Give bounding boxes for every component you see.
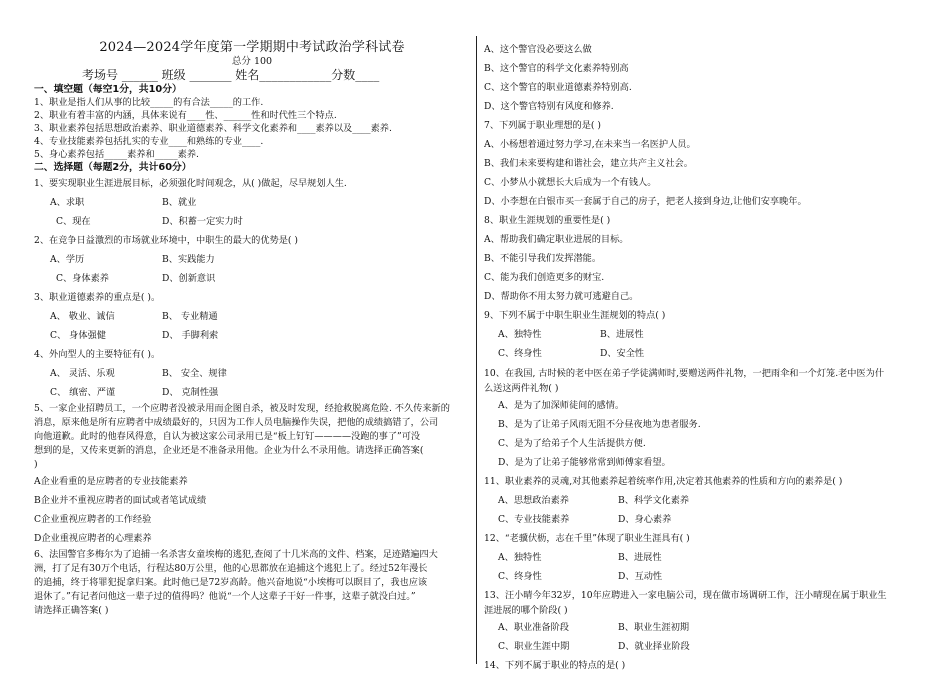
- option: D、 手脚利索: [162, 330, 219, 341]
- option-row: [34, 212, 470, 231]
- option: C、身体素养: [56, 273, 109, 284]
- option: C、终身性: [498, 348, 542, 359]
- option: D、这个警官特别有风度和修养.: [484, 101, 614, 112]
- option: A、 敬业、诚信: [50, 311, 115, 322]
- question-text: 的追捕，终于将罪犯捉拿归案。此时他已是72岁高龄。他兴奋地说“小埃梅可以瞑目了，我也应该: [34, 577, 428, 588]
- question-text: 么送这两件礼物( ): [484, 383, 559, 394]
- option: B、职业生涯初期: [618, 622, 690, 633]
- fill-item: 1、职业是指人们从事的比较_____的有合法_____的工作.: [34, 97, 264, 108]
- question-text: 12、“老骥伏枥，志在千里”体现了职业生涯具有( ): [484, 533, 690, 544]
- option-row: [34, 383, 470, 402]
- option: D、帮助你不用太努力就可逃避自己。: [484, 291, 639, 302]
- option: D、小李想在白银市买一套属于自己的房子，把老人接到身边,让他们安享晚年。: [484, 196, 807, 207]
- fill-item: 2、职业有着丰富的内涵，具体来说有____性、______性和时代性三个特点.: [34, 110, 337, 121]
- option: D、互动性: [618, 571, 663, 582]
- question-text: 向他道歉。此时的他春风得意，自认为被这家公司录用已是“板上钉钉————没跑的事了”可没: [34, 431, 421, 442]
- option: C、终身性: [498, 571, 542, 582]
- option-row: [34, 269, 470, 288]
- option: C、是为了给弟子个人生活提供方便.: [498, 438, 646, 449]
- fill-item: 5、身心素养包括_____素养和_____素养.: [34, 149, 199, 160]
- question-text: 6、法国警官多梅尔为了追捕一名杀害女童埃梅的逃犯,查阅了十几米高的文件、档案，足迹踏遍四大: [34, 549, 438, 560]
- option: B、进展性: [618, 552, 662, 563]
- option: C、职业生涯中期: [498, 641, 570, 652]
- column-divider: [476, 36, 477, 664]
- option: C、小梦从小就想长大后成为一个有钱人。: [484, 177, 657, 188]
- option-row: [484, 637, 920, 656]
- option-row: [484, 510, 920, 529]
- question-text: 2、在竞争日益激烈的市场就业环境中，中职生的最大的优势是( ): [34, 235, 298, 246]
- option: C、专业技能素养: [498, 514, 570, 525]
- question-text: 消息，原来他是所有应聘者中成绩最好的，只因为工作人员电脑操作失误，把他的成绩搞错了，公司: [34, 417, 439, 428]
- total-score: 总分 100: [231, 56, 273, 67]
- option: C、 缜密、严谨: [50, 387, 116, 398]
- question-text: 3、职业道德素养的重点是( )。: [34, 292, 161, 303]
- option: C、 身体强健: [50, 330, 106, 341]
- section-choice-heading: 二、选择题（每题2分，共计60分）: [34, 162, 192, 173]
- left-column: [34, 40, 470, 618]
- exam-title: 2024—2024学年度第一学期期中考试政治学科试卷: [99, 40, 405, 55]
- question-text: 想到的是，又传来更新的消息，企业还是不准备录用他。企业为什么不录用他。请选择正确答案(: [34, 445, 424, 456]
- option: D企业重视应聘者的心理素养: [34, 533, 152, 544]
- option-row: [484, 491, 920, 510]
- option: B、 安全、规律: [162, 368, 227, 379]
- question-text: 13、汪小晴今年32岁，10年应聘进入一家电脑公司，现在做市场调研工作，汪小晴现在属于职业生: [484, 590, 887, 601]
- question-text: ): [34, 459, 38, 470]
- option: C、现在: [56, 216, 91, 227]
- option: A、求职: [50, 197, 85, 208]
- option: D、创新意识: [162, 273, 216, 284]
- option-row: [484, 548, 920, 567]
- option: D、安全性: [600, 348, 645, 359]
- option: B、就业: [162, 197, 197, 208]
- question-text: 退休了。”有记者问他这一辈子过的值得吗？他说“一个人这辈子干好一件事，这辈子就没白过。”: [34, 591, 416, 602]
- question-text: 11、职业素养的灵魂,对其他素养起着统率作用,决定着其他素养的性质和方向的素养是( ): [484, 476, 843, 487]
- fill-item: 3、职业素养包括思想政治素养、职业道德素养、科学文化素养和____素养以及____素养.: [34, 123, 392, 134]
- option: B、是为了让弟子风雨无阻不分昼夜地为患者服务.: [498, 419, 701, 430]
- option: D、积蓄一定实力时: [162, 216, 243, 227]
- question-text: 7、下列属于职业理想的是( ): [484, 120, 601, 131]
- option-row: [34, 326, 470, 345]
- option: B、不能引导我们发挥潜能。: [484, 253, 602, 264]
- option: D、身心素养: [618, 514, 672, 525]
- option: B、进展性: [600, 329, 644, 340]
- student-info-line: 考场号 ______ 班级 _______ 姓名____________分数____: [82, 68, 380, 82]
- option: B、 专业精通: [162, 311, 218, 322]
- option: C、这个警官的职业道德素养特别高.: [484, 82, 632, 93]
- question-text: 5、一家企业招聘员工，一个应聘者没被录用而企图自杀，被及时发现，经抢救脱离危险. 不久传来新的: [34, 403, 450, 414]
- option-row: [484, 618, 920, 637]
- question-text: 洲，打了足有30万个电话，行程达80万公里，他的心思都放在追捕这个逃犯上了。经过52年漫长: [34, 563, 428, 574]
- option: A、独特性: [498, 329, 542, 340]
- section-fill-heading: 一、填空题（每空1分，共10分）: [34, 84, 182, 95]
- option: A、是为了加深师徒间的感情。: [498, 400, 625, 411]
- option: B、这个警官的科学文化素养特别高: [484, 63, 629, 74]
- option: A、学历: [50, 254, 85, 265]
- option: B、实践能力: [162, 254, 215, 265]
- question-text: 1、要实现职业生涯进展目标，必须强化时间观念，从( )做起，尽早规划人生.: [34, 178, 347, 189]
- option: A、帮助我们确定职业进展的目标。: [484, 234, 629, 245]
- option-row: [34, 193, 470, 212]
- question-text: 14、下列不属于职业的特点的是( ): [484, 660, 626, 671]
- option-row: [34, 250, 470, 269]
- option: A、独特性: [498, 552, 542, 563]
- option: B、科学文化素养: [618, 495, 690, 506]
- option: D、是为了让弟子能够常常到师傅家看望。: [498, 457, 671, 468]
- option-row: [484, 567, 920, 586]
- question-text: 涯进展的哪个阶段( ): [484, 605, 568, 616]
- option: D、 克制性强: [162, 387, 219, 398]
- question-text: 10、在我国, 古时候的老中医在弟子学徒满师时,要赠送两件礼物，一把雨伞和一个灯笼.老中医为什: [484, 368, 885, 379]
- option: C、能为我们创造更多的财宝.: [484, 272, 605, 283]
- question-text: 请选择正确答案( ): [34, 605, 109, 616]
- option-row: [34, 307, 470, 326]
- option: A企业看重的是应聘者的专业技能素养: [34, 476, 188, 487]
- fill-item: 4、专业技能素养包括扎实的专业____和熟练的专业____.: [34, 136, 264, 147]
- option: D、就业择业阶段: [618, 641, 690, 652]
- option: B企业并不重视应聘者的面试或者笔试成绩: [34, 495, 207, 506]
- option: A、思想政治素养: [498, 495, 569, 506]
- option: A、 灵活、乐观: [50, 368, 115, 379]
- option: A、这个警官没必要这么做: [484, 44, 592, 55]
- option: A、职业准备阶段: [498, 622, 569, 633]
- option-row: [484, 344, 920, 363]
- right-column: [484, 40, 920, 675]
- option-row: [484, 325, 920, 344]
- question-text: 9、下列不属于中职生职业生涯规划的特点( ): [484, 310, 666, 321]
- option: A、小杨想着通过努力学习,在未来当一名医护人员。: [484, 139, 696, 150]
- question-text: 8、职业生涯规划的重要性是( ): [484, 215, 611, 226]
- option: B、我们未来要构建和谐社会，建立共产主义社会。: [484, 158, 693, 169]
- question-text: 4、外向型人的主要特征有( )。: [34, 349, 161, 360]
- option-row: [34, 364, 470, 383]
- option: C企业重视应聘者的工作经验: [34, 514, 152, 525]
